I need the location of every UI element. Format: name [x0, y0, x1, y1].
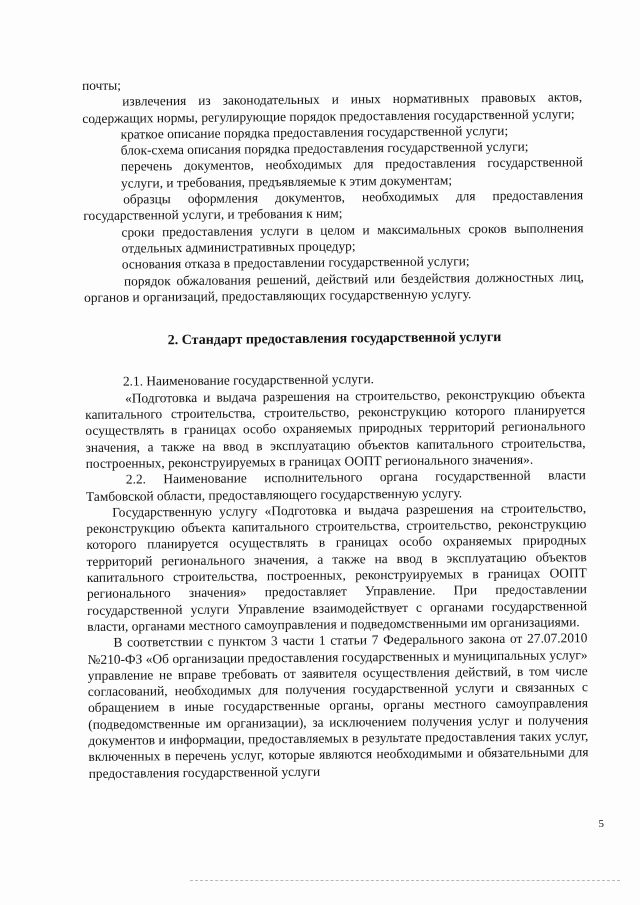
section-heading: 2. Стандарт предоставления государственной услуги — [167, 330, 502, 349]
paragraph-osnovaniya-otkaza: основания отказа в предоставлении государственной услуги; — [121, 253, 470, 272]
paragraph-v-sootvetstvii: В соответствии с пунктом 3 части 1 статьи 7 Федерального закона от 27.07.2010 №210-ФЗ «Об организации предоставления государственных и муниципальных услуг» управление не вправе требовать от заявителя осуществления действий, в том числе согласований, необходимых для получения государственной услуги и связанных с обращением в иные государственные органы, органы местного самоуправления (подведомственные им организации), за исключением получения услуг и получения документов и информации, предоставляемых в результате предоставления таких услуг, включенных в перечень услуг, которые являются необходимыми и обязательными для предоставления государственной услуги — [87, 630, 589, 781]
paragraph-obraztsy: образцы оформления документов, необходимых для предоставления государственной услуги, и требования к ним; — [83, 187, 584, 224]
paragraph-sroki: сроки предоставления услуги в целом и максимальных сроков выполнения отдельных административных процедур; — [121, 219, 584, 256]
paragraph-2-2: 2.2. Наименование исполнительного органа государственной власти Тамбовской области, предоставляющего государственную услугу. — [85, 467, 586, 504]
paragraph-pochty: почты; — [82, 77, 121, 93]
paragraph-2-1: 2.1. Наименование государственной услуги. — [122, 371, 374, 390]
paragraph-perechen-dokumentov: перечень документов, необходимых для предоставления государственной услуги, и требования, предъявляемые к этим документам; — [120, 154, 583, 191]
paragraph-poryadok-obzhalovaniya: порядок обжалования решений, действий или бездействия должностных лиц, органов и организаций, предоставляющих государственную услугу. — [84, 268, 584, 305]
page-number: 5 — [598, 818, 604, 830]
paragraph-kratkoe-opisanie: краткое описание порядка предоставления государственной услуги; — [120, 122, 509, 142]
scan-bottom-edge — [190, 880, 620, 881]
paragraph-izvlecheniya: извлечения из законодательных и иных нормативных правовых актов, содержащих нормы, регулирующие порядок предоставления государственной услуги; — [82, 89, 583, 126]
paragraph-gosudarstvennuyu-uslugu: Государственную услугу «Подготовка и выдача разрешения на строительство, реконструкцию объекта капитального строительства, строительство, реконструкцию которого планируется осуществлять в границах особо охраняемых природных территорий регионального значения, а также на ввод в эксплуатацию объектов капитального строительства, построенных, реконструируемых в границах ООПТ регионального значения» предоставляет Управление. При предоставлении государственной услуги Управление взаимодействует с органами государственной власти, органами местного самоуправления и подведомственными им организациями. — [86, 500, 588, 634]
paragraph-service-name: «Подготовка и выдача разрешения на строительство, реконструкцию объекта капитального строительства, строительство, реконструкцию которого планируется осуществлять в границах особо охраняемых природных территорий регионального значения, а также на ввод в эксплуатацию объектов капитального строительства, построенных, реконструируемых в границах ООПТ регионального значения». — [85, 385, 586, 471]
paragraph-blok-skhema: блок-схема описания порядка предоставления государственной услуги; — [120, 138, 529, 158]
document-body — [82, 73, 589, 782]
